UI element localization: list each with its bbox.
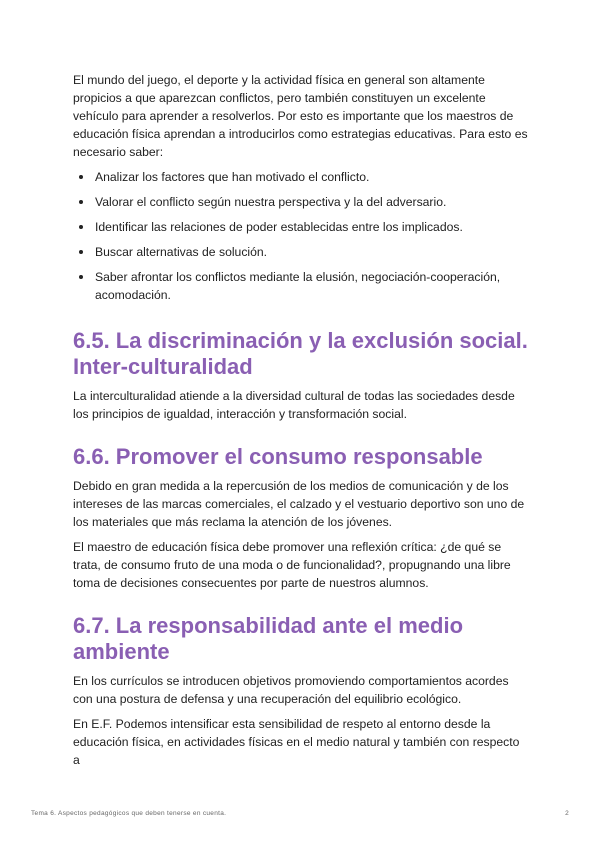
footer-text: Tema 6. Aspectos pedagógicos que deben tenerse en cuenta.: [31, 810, 227, 817]
list-item: Buscar alternativas de solución.: [95, 243, 528, 261]
page-number: 2: [565, 810, 569, 817]
paragraph: En E.F. Podemos intensificar esta sensibilidad de respeto al entorno desde la educación física, en actividades físicas en el medio natural y también con respecto a: [73, 717, 520, 767]
intro-paragraph: El mundo del juego, el deporte y la actividad física en general son altamente propicios a que aparezcan conflictos, pero también constituyen un excelente vehículo para aprender a resolverlos. Por esto es importante que los maestros de educación física aprendan a introducirlos como estrategias educativas. Para esto es necesario saber:: [73, 73, 528, 159]
list-item: Saber afrontar los conflictos mediante la elusión, negociación-cooperación, acomodación.: [95, 268, 528, 304]
paragraph: En los currículos se introducen objetivos promoviendo comportamientos acordes con una postura de defensa y una recuperación del equilibrio ecológico.: [73, 674, 509, 706]
page-content: [73, 71, 528, 769]
list-item: Analizar los factores que han motivado el conflicto.: [95, 168, 528, 186]
paragraph: Debido en gran medida a la repercusión de los medios de comunicación y de los intereses de las marcas comerciales, el calzado y el vestuario deportivo son uno de los materiales que más reclama la atención de los jóvenes.: [73, 479, 525, 529]
paragraph: El maestro de educación física debe promover una reflexión crítica: ¿de qué se trata, de consumo fruto de una moda o de funcionalidad?, propugnando una libre toma de decisiones consecuentes por parte de nuestros alumnos.: [73, 540, 511, 590]
page-footer: [31, 810, 569, 817]
list-item: Valorar el conflicto según nuestra perspectiva y la del adversario.: [95, 193, 528, 211]
section-heading-6-7: 6.7. La responsabilidad ante el medio ambiente: [73, 613, 464, 664]
section-heading-6-6: 6.6. Promover el consumo responsable: [73, 444, 483, 469]
list-item: Identificar las relaciones de poder establecidas entre los implicados.: [95, 218, 528, 236]
section-heading-6-5: 6.5. La discriminación y la exclusión social. Inter-culturalidad: [73, 328, 528, 379]
bullet-list: [73, 168, 528, 304]
paragraph: La interculturalidad atiende a la diversidad cultural de todas las sociedades desde los principios de igualdad, interacción y transformación social.: [73, 389, 515, 421]
